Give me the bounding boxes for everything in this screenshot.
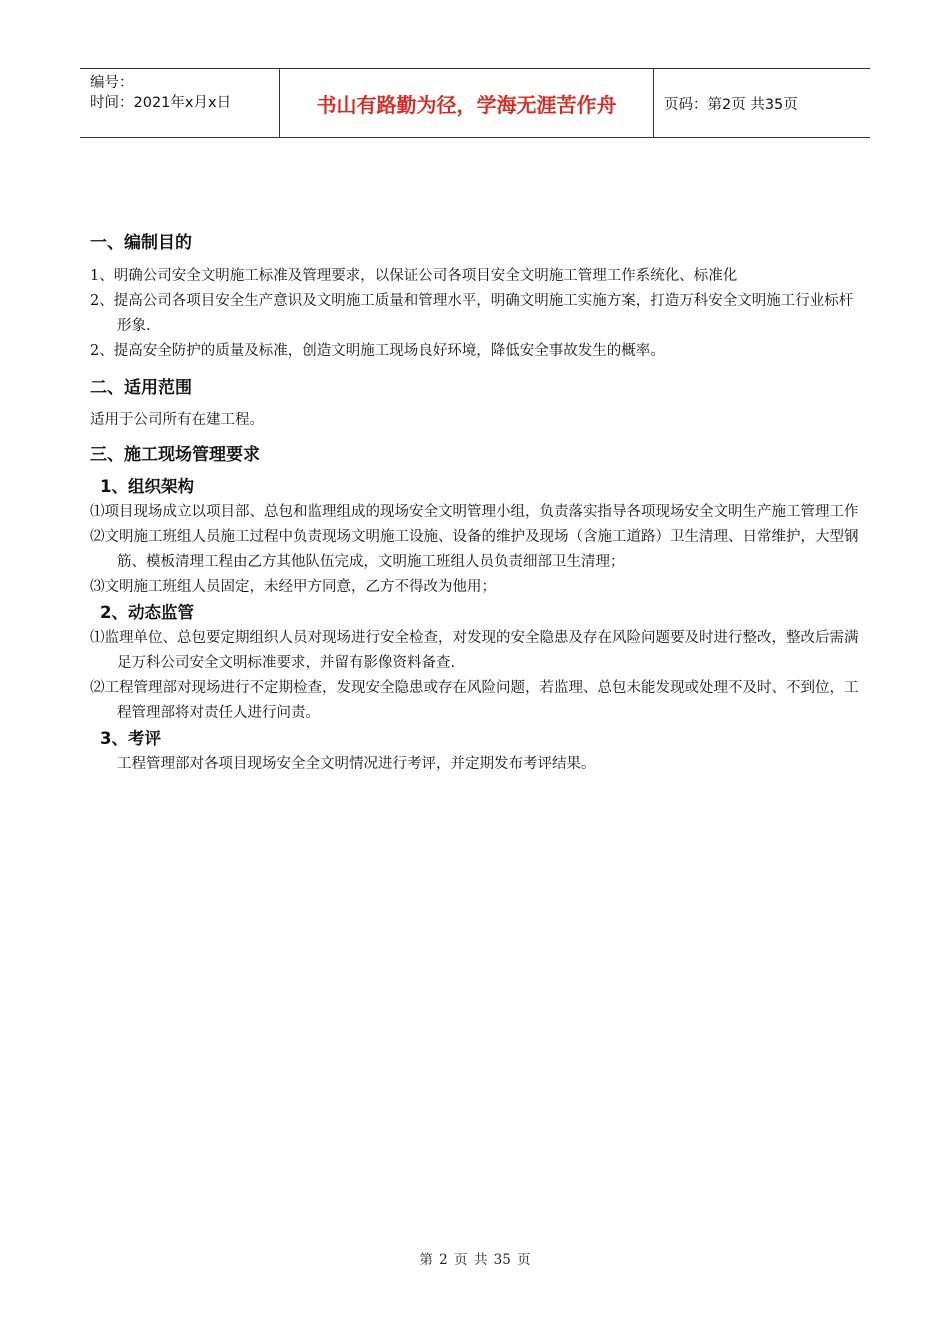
paragraph: ⑴项目现场成立以项目部、总包和监理组成的现场安全文明管理小组，负责落实指导各项现场安全文明生产施工管理工作 — [90, 504, 859, 520]
number-label: 编号： — [90, 75, 134, 91]
motto-cell — [280, 69, 654, 137]
section-heading: 一、编制目的 — [90, 233, 192, 253]
section-heading: 三、施工现场管理要求 — [90, 445, 260, 465]
motto-text: 书山有路勤为径，学海无涯苦作舟 — [316, 92, 617, 117]
page-code-cell — [654, 69, 870, 137]
page-code-text: 页码：第2页 共35页 — [664, 96, 798, 113]
paragraph: 2、提高安全防护的质量及标准，创造文明施工现场良好环境，降低安全事故发生的概率。 — [90, 343, 665, 359]
section-heading: 二、适用范围 — [90, 378, 192, 398]
subsection-heading: 3、考评 — [100, 729, 161, 748]
paragraph: ⑴监理单位、总包要定期组织人员对现场进行安全检查，对发现的安全隐患及存在风险问题要及时进行整改，整改后需满足万科公司安全文明标准要求，并留有影像资料备查. — [90, 630, 859, 671]
paragraph: 适用于公司所有在建工程。 — [90, 412, 264, 428]
paragraph: 工程管理部对各项目现场安全全文明情况进行考评，并定期发布考评结果。 — [117, 756, 596, 772]
subsection-heading: 2、动态监管 — [100, 603, 194, 622]
paragraph: 2、提高公司各项目安全生产意识及文明施工质量和管理水平，明确文明施工实施方案，打造万科安全文明施工行业标杆形象. — [90, 293, 854, 334]
header-info-cell — [80, 69, 280, 137]
document-header — [80, 68, 870, 138]
page-footer — [0, 1248, 950, 1268]
subsection-heading: 1、组织架构 — [100, 477, 194, 496]
paragraph: ⑵工程管理部对现场进行不定期检查，发现安全隐患或存在风险问题，若监理、总包未能发现或处理不及时、不到位，工程管理部将对责任人进行问责。 — [90, 680, 859, 721]
paragraph: ⑵文明施工班组人员施工过程中负责现场文明施工设施、设备的维护及现场（含施工道路）卫生清理、日常维护，大型钢筋、模板清理工程由乙方其他队伍完成，文明施工班组人员负责细部卫生清理； — [90, 529, 859, 570]
paragraph: ⑶文明施工班组人员固定，未经甲方同意，乙方不得改为他用； — [90, 579, 496, 595]
document-body — [90, 228, 860, 777]
paragraph: 1、明确公司安全文明施工标准及管理要求，以保证公司各项目安全文明施工管理工作系统化、标准化 — [90, 268, 738, 284]
footer-page-number: 第 2 页 共 35 页 — [419, 1252, 531, 1268]
time-label: 时间：2021年x月x日 — [90, 95, 232, 111]
